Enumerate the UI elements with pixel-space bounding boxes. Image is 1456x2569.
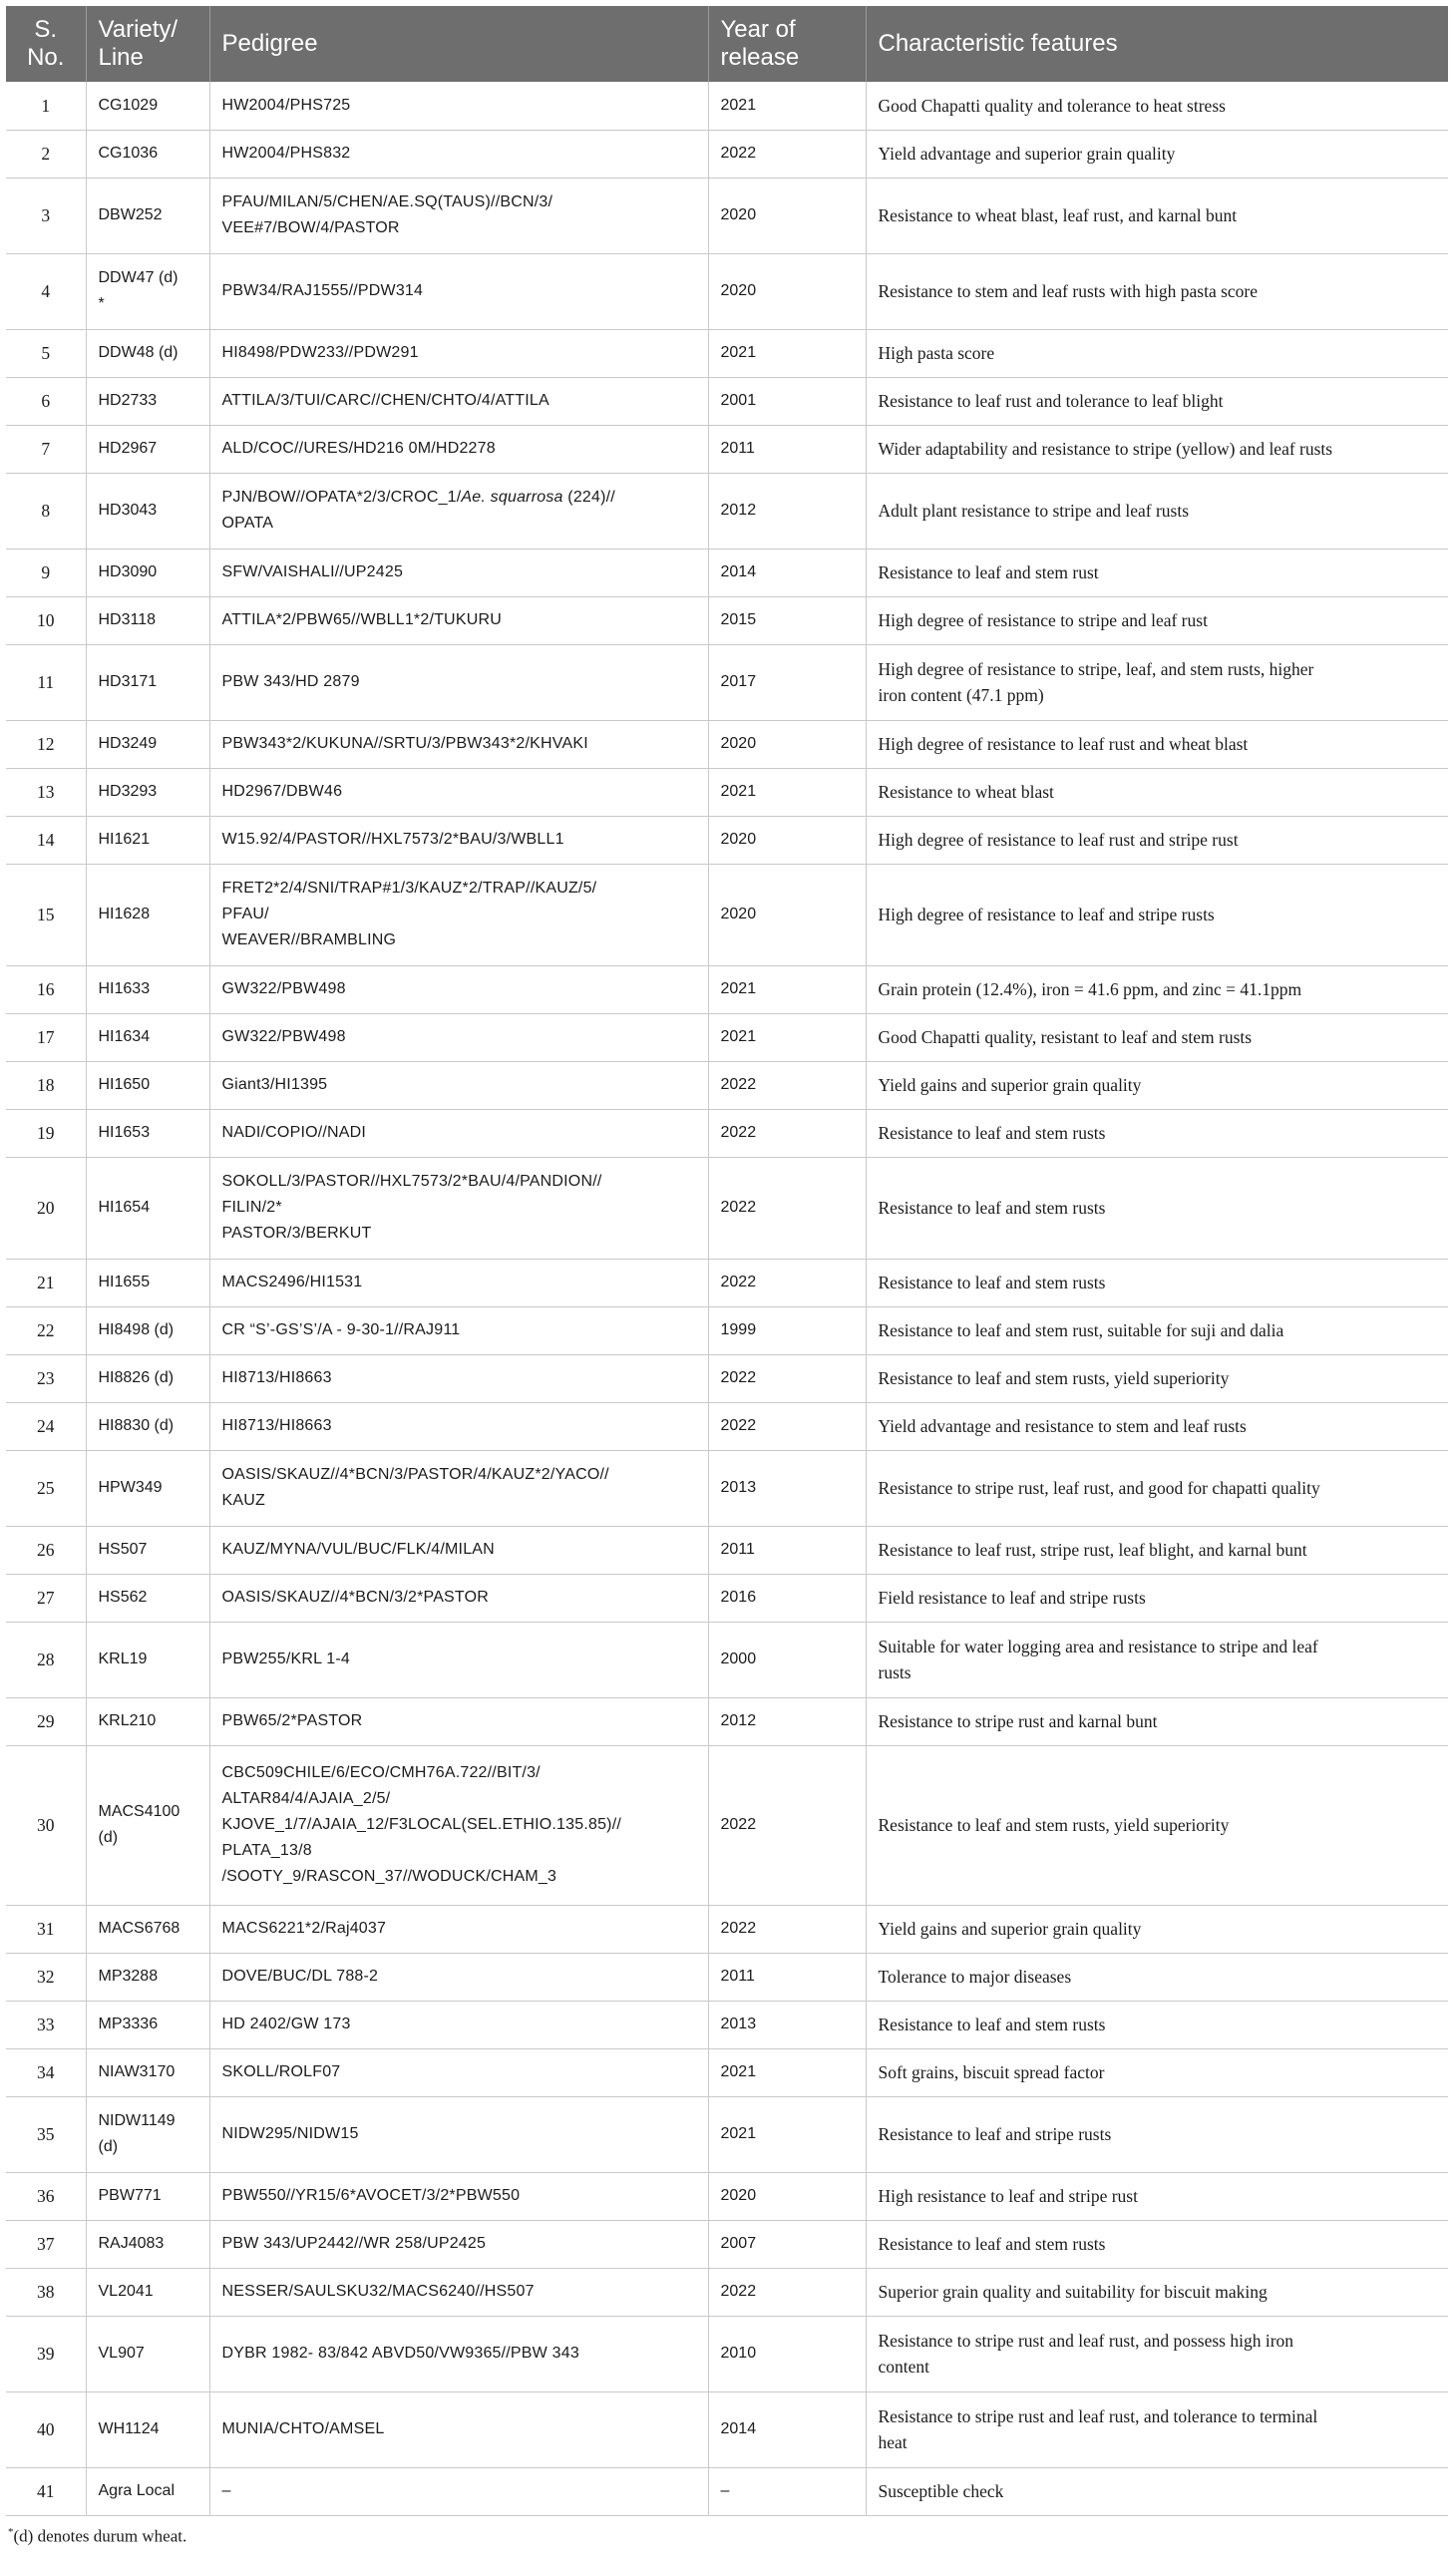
cell-features: Yield gains and superior grain quality xyxy=(866,1905,1448,1953)
cell-features: High degree of resistance to stripe and leaf rust xyxy=(866,596,1448,644)
cell-features: Resistance to leaf and stem rusts xyxy=(866,1157,1448,1259)
cell-year: 2022 xyxy=(708,1157,866,1259)
cell-pedigree: HD 2402/GW 173 xyxy=(209,2001,708,2048)
cell-variety: MACS6768 xyxy=(86,1905,209,1953)
cell-year: 2021 xyxy=(708,82,866,130)
cell-features: High degree of resistance to stripe, leaf, and stem rusts, higher iron content (47.1 ppm) xyxy=(866,644,1448,720)
cell-pedigree: PBW255/KRL 1-4 xyxy=(209,1622,708,1697)
cell-sno: 12 xyxy=(6,720,86,768)
cell-pedigree: HW2004/PHS832 xyxy=(209,130,708,178)
cell-pedigree: FRET2*2/4/SNI/TRAP#1/3/KAUZ*2/TRAP//KAUZ/5/ PFAU/ WEAVER//BRAMBLING xyxy=(209,864,708,965)
header-features: Characteristic features xyxy=(866,6,1448,82)
cell-variety: HD3118 xyxy=(86,596,209,644)
table-row xyxy=(6,1526,1448,1574)
cell-variety: DDW47 (d) * xyxy=(86,253,209,329)
cell-features: Resistance to leaf and stem rust, suitable for suji and dalia xyxy=(866,1306,1448,1354)
cell-features: Good Chapatti quality and tolerance to heat stress xyxy=(866,82,1448,130)
cell-year: 2022 xyxy=(708,1402,866,1450)
cell-year: 2022 xyxy=(708,1259,866,1306)
cell-sno: 37 xyxy=(6,2220,86,2268)
cell-year: 2021 xyxy=(708,2048,866,2096)
cell-pedigree: PFAU/MILAN/5/CHEN/AE.SQ(TAUS)//BCN/3/ VEE#7/BOW/4/PASTOR xyxy=(209,178,708,253)
cell-sno: 11 xyxy=(6,644,86,720)
cell-year: 2022 xyxy=(708,130,866,178)
cell-features: Wider adaptability and resistance to stripe (yellow) and leaf rusts xyxy=(866,425,1448,473)
cell-sno: 13 xyxy=(6,768,86,816)
cell-features: Resistance to leaf and stem rusts xyxy=(866,2220,1448,2268)
cell-sno: 39 xyxy=(6,2316,86,2391)
cell-sno: 27 xyxy=(6,1574,86,1622)
table-row xyxy=(6,1697,1448,1745)
table-row xyxy=(6,1306,1448,1354)
cell-features: Good Chapatti quality, resistant to leaf and stem rusts xyxy=(866,1013,1448,1061)
cell-variety: WH1124 xyxy=(86,2391,209,2467)
cell-variety: CG1036 xyxy=(86,130,209,178)
cell-year: 2014 xyxy=(708,549,866,596)
cell-features: Resistance to leaf rust and tolerance to leaf blight xyxy=(866,377,1448,425)
cell-sno: 26 xyxy=(6,1526,86,1574)
cell-year: 2022 xyxy=(708,1354,866,1402)
cell-year: 2011 xyxy=(708,425,866,473)
cell-pedigree: PBW65/2*PASTOR xyxy=(209,1697,708,1745)
cell-sno: 1 xyxy=(6,82,86,130)
cell-variety: HD3090 xyxy=(86,549,209,596)
cell-pedigree: HD2967/DBW46 xyxy=(209,768,708,816)
cell-sno: 32 xyxy=(6,1953,86,2001)
table-container xyxy=(6,6,1448,2546)
cell-variety: NIDW1149 (d) xyxy=(86,2096,209,2172)
cell-pedigree: PBW 343/UP2442//WR 258/UP2425 xyxy=(209,2220,708,2268)
cell-variety: HD3171 xyxy=(86,644,209,720)
cell-year: 2014 xyxy=(708,2391,866,2467)
cell-variety: HI1621 xyxy=(86,816,209,864)
cell-features: Grain protein (12.4%), iron = 41.6 ppm, and zinc = 41.1ppm xyxy=(866,965,1448,1013)
cell-variety: HS507 xyxy=(86,1526,209,1574)
cell-variety: RAJ4083 xyxy=(86,2220,209,2268)
cell-features: High degree of resistance to leaf and stripe rusts xyxy=(866,864,1448,965)
cell-pedigree: DYBR 1982- 83/842 ABVD50/VW9365//PBW 343 xyxy=(209,2316,708,2391)
cell-sno: 30 xyxy=(6,1745,86,1905)
cell-sno: 6 xyxy=(6,377,86,425)
table-row xyxy=(6,2001,1448,2048)
cell-features: Tolerance to major diseases xyxy=(866,1953,1448,2001)
table-row xyxy=(6,1259,1448,1306)
table-row xyxy=(6,178,1448,253)
table-row xyxy=(6,965,1448,1013)
cell-sno: 29 xyxy=(6,1697,86,1745)
cell-sno: 5 xyxy=(6,329,86,377)
cell-sno: 24 xyxy=(6,1402,86,1450)
cell-pedigree: OASIS/SKAUZ//4*BCN/3/PASTOR/4/KAUZ*2/YACO// KAUZ xyxy=(209,1450,708,1526)
cell-variety: HPW349 xyxy=(86,1450,209,1526)
cell-year: 2011 xyxy=(708,1953,866,2001)
cell-features: Resistance to leaf rust, stripe rust, leaf blight, and karnal bunt xyxy=(866,1526,1448,1574)
cell-variety: PBW771 xyxy=(86,2172,209,2220)
table-row xyxy=(6,1109,1448,1157)
cell-year: 2021 xyxy=(708,2096,866,2172)
cell-pedigree: DOVE/BUC/DL 788-2 xyxy=(209,1953,708,2001)
header-sno: S. No. xyxy=(6,6,86,82)
table-row xyxy=(6,1905,1448,1953)
table-row xyxy=(6,1354,1448,1402)
cell-year: 2016 xyxy=(708,1574,866,1622)
cell-features: High degree of resistance to leaf rust and wheat blast xyxy=(866,720,1448,768)
cell-year: 2021 xyxy=(708,1013,866,1061)
cell-pedigree: HI8713/HI8663 xyxy=(209,1354,708,1402)
cell-year: 2022 xyxy=(708,1109,866,1157)
cell-sno: 20 xyxy=(6,1157,86,1259)
table-row xyxy=(6,1450,1448,1526)
cell-pedigree: HI8498/PDW233//PDW291 xyxy=(209,329,708,377)
cell-pedigree: GW322/PBW498 xyxy=(209,1013,708,1061)
cell-variety: VL907 xyxy=(86,2316,209,2391)
table-row xyxy=(6,1622,1448,1697)
table-row xyxy=(6,549,1448,596)
cell-features: Superior grain quality and suitability for biscuit making xyxy=(866,2268,1448,2316)
cell-pedigree: PJN/BOW//OPATA*2/3/CROC_1/Ae. squarrosa (224)// OPATA xyxy=(209,473,708,549)
table-row xyxy=(6,644,1448,720)
cell-sno: 3 xyxy=(6,178,86,253)
table-row xyxy=(6,473,1448,549)
cell-year: 2010 xyxy=(708,2316,866,2391)
cell-sno: 14 xyxy=(6,816,86,864)
cell-year: 2001 xyxy=(708,377,866,425)
cell-sno: 8 xyxy=(6,473,86,549)
cell-features: Soft grains, biscuit spread factor xyxy=(866,2048,1448,2096)
cell-sno: 23 xyxy=(6,1354,86,1402)
cell-year: 2017 xyxy=(708,644,866,720)
cell-sno: 16 xyxy=(6,965,86,1013)
table-row xyxy=(6,1953,1448,2001)
table-row xyxy=(6,2391,1448,2467)
table-row xyxy=(6,596,1448,644)
cell-pedigree: SFW/VAISHALI//UP2425 xyxy=(209,549,708,596)
table-row xyxy=(6,2048,1448,2096)
cell-features: Yield gains and superior grain quality xyxy=(866,1061,1448,1109)
cell-variety: HI8826 (d) xyxy=(86,1354,209,1402)
cell-variety: CG1029 xyxy=(86,82,209,130)
cell-year: 2020 xyxy=(708,253,866,329)
table-row xyxy=(6,1574,1448,1622)
table-header xyxy=(6,6,1448,82)
cell-pedigree: OASIS/SKAUZ//4*BCN/3/2*PASTOR xyxy=(209,1574,708,1622)
cell-features: Resistance to leaf and stem rusts xyxy=(866,1109,1448,1157)
cell-pedigree: ALD/COC//URES/HD216 0M/HD2278 xyxy=(209,425,708,473)
cell-year: 2021 xyxy=(708,329,866,377)
cell-features: Resistance to stripe rust and leaf rust, and tolerance to terminal heat xyxy=(866,2391,1448,2467)
cell-year: 2013 xyxy=(708,2001,866,2048)
cell-variety: HI1633 xyxy=(86,965,209,1013)
cell-features: Resistance to leaf and stem rusts xyxy=(866,1259,1448,1306)
table-row xyxy=(6,864,1448,965)
cell-pedigree: CBC509CHILE/6/ECO/CMH76A.722//BIT/3/ ALTAR84/4/AJAIA_2/5/ KJOVE_1/7/AJAIA_12/F3LOCAL(SEL.ETHIO.135.85)// PLATA_13/8 /SOOTY_9/RASCON_37//WODUCK/CHAM_3 xyxy=(209,1745,708,1905)
table-row xyxy=(6,2316,1448,2391)
cell-features: Suitable for water logging area and resistance to stripe and leaf rusts xyxy=(866,1622,1448,1697)
cell-sno: 35 xyxy=(6,2096,86,2172)
cell-sno: 22 xyxy=(6,1306,86,1354)
cell-pedigree: MACS2496/HI1531 xyxy=(209,1259,708,1306)
cell-variety: HD3043 xyxy=(86,473,209,549)
header-year: Year of release xyxy=(708,6,866,82)
cell-year: 2012 xyxy=(708,1697,866,1745)
cell-features: Susceptible check xyxy=(866,2467,1448,2515)
cell-sno: 33 xyxy=(6,2001,86,2048)
cell-sno: 19 xyxy=(6,1109,86,1157)
cell-pedigree: GW322/PBW498 xyxy=(209,965,708,1013)
cell-features: High resistance to leaf and stripe rust xyxy=(866,2172,1448,2220)
cell-features: Resistance to leaf and stem rusts xyxy=(866,2001,1448,2048)
cell-pedigree: SKOLL/ROLF07 xyxy=(209,2048,708,2096)
footnote: *(d) denotes durum wheat. xyxy=(8,2525,187,2546)
cell-variety: HS562 xyxy=(86,1574,209,1622)
table-row xyxy=(6,130,1448,178)
cell-variety: DDW48 (d) xyxy=(86,329,209,377)
cell-variety: HI1654 xyxy=(86,1157,209,1259)
cell-sno: 2 xyxy=(6,130,86,178)
cell-pedigree: MACS6221*2/Raj4037 xyxy=(209,1905,708,1953)
cell-variety: NIAW3170 xyxy=(86,2048,209,2096)
table-row xyxy=(6,1745,1448,1905)
cell-year: – xyxy=(708,2467,866,2515)
cell-features: High pasta score xyxy=(866,329,1448,377)
cell-sno: 40 xyxy=(6,2391,86,2467)
cell-variety: HD2733 xyxy=(86,377,209,425)
cell-features: Resistance to wheat blast xyxy=(866,768,1448,816)
cell-variety: HI8498 (d) xyxy=(86,1306,209,1354)
cell-variety: MP3336 xyxy=(86,2001,209,2048)
cell-sno: 38 xyxy=(6,2268,86,2316)
cell-features: Resistance to stripe rust, leaf rust, and good for chapatti quality xyxy=(866,1450,1448,1526)
cell-year: 2020 xyxy=(708,178,866,253)
cell-sno: 17 xyxy=(6,1013,86,1061)
table-row xyxy=(6,1402,1448,1450)
table-row xyxy=(6,377,1448,425)
cell-variety: MP3288 xyxy=(86,1953,209,2001)
cell-pedigree: PBW34/RAJ1555//PDW314 xyxy=(209,253,708,329)
cell-variety: MACS4100 (d) xyxy=(86,1745,209,1905)
cell-features: Resistance to stripe rust and karnal bunt xyxy=(866,1697,1448,1745)
cell-features: Resistance to leaf and stem rusts, yield superiority xyxy=(866,1354,1448,1402)
cell-sno: 4 xyxy=(6,253,86,329)
cell-sno: 25 xyxy=(6,1450,86,1526)
table-row xyxy=(6,2096,1448,2172)
cell-sno: 18 xyxy=(6,1061,86,1109)
cell-sno: 7 xyxy=(6,425,86,473)
cell-year: 2000 xyxy=(708,1622,866,1697)
table-row xyxy=(6,82,1448,130)
cell-sno: 15 xyxy=(6,864,86,965)
cell-year: 2022 xyxy=(708,1905,866,1953)
cell-year: 2007 xyxy=(708,2220,866,2268)
cell-year: 2020 xyxy=(708,2172,866,2220)
table-row xyxy=(6,2268,1448,2316)
cell-variety: HI1653 xyxy=(86,1109,209,1157)
cell-year: 2022 xyxy=(708,1745,866,1905)
cell-year: 2022 xyxy=(708,2268,866,2316)
cell-year: 2013 xyxy=(708,1450,866,1526)
cell-variety: KRL210 xyxy=(86,1697,209,1745)
cell-pedigree: SOKOLL/3/PASTOR//HXL7573/2*BAU/4/PANDION// FILIN/2* PASTOR/3/BERKUT xyxy=(209,1157,708,1259)
cell-sno: 34 xyxy=(6,2048,86,2096)
cell-pedigree: PBW 343/HD 2879 xyxy=(209,644,708,720)
cell-features: Resistance to stem and leaf rusts with high pasta score xyxy=(866,253,1448,329)
cell-sno: 9 xyxy=(6,549,86,596)
cell-variety: HI8830 (d) xyxy=(86,1402,209,1450)
cell-variety: VL2041 xyxy=(86,2268,209,2316)
table-body xyxy=(6,82,1448,2515)
cell-features: High degree of resistance to leaf rust and stripe rust xyxy=(866,816,1448,864)
cell-year: 2021 xyxy=(708,965,866,1013)
cell-features: Yield advantage and superior grain quality xyxy=(866,130,1448,178)
cell-features: Resistance to wheat blast, leaf rust, and karnal bunt xyxy=(866,178,1448,253)
cell-pedigree: PBW343*2/KUKUNA//SRTU/3/PBW343*2/KHVAKI xyxy=(209,720,708,768)
cell-year: 2021 xyxy=(708,768,866,816)
table-row xyxy=(6,1157,1448,1259)
cell-features: Field resistance to leaf and stripe rusts xyxy=(866,1574,1448,1622)
cell-features: Adult plant resistance to stripe and leaf rusts xyxy=(866,473,1448,549)
cell-sno: 21 xyxy=(6,1259,86,1306)
cell-sno: 28 xyxy=(6,1622,86,1697)
cell-pedigree: CR “S’-GS’S’/A - 9-30-1//RAJ911 xyxy=(209,1306,708,1354)
cell-pedigree: HI8713/HI8663 xyxy=(209,1402,708,1450)
table-row xyxy=(6,425,1448,473)
table-row xyxy=(6,768,1448,816)
cell-variety: HI1634 xyxy=(86,1013,209,1061)
cell-variety: HD3249 xyxy=(86,720,209,768)
cell-pedigree: PBW550//YR15/6*AVOCET/3/2*PBW550 xyxy=(209,2172,708,2220)
cell-pedigree: NADI/COPIO//NADI xyxy=(209,1109,708,1157)
wheat-varieties-table xyxy=(6,6,1448,2516)
cell-sno: 10 xyxy=(6,596,86,644)
cell-variety: HI1655 xyxy=(86,1259,209,1306)
cell-variety: HD2967 xyxy=(86,425,209,473)
cell-pedigree: ATTILA/3/TUI/CARC//CHEN/CHTO/4/ATTILA xyxy=(209,377,708,425)
cell-pedigree: W15.92/4/PASTOR//HXL7573/2*BAU/3/WBLL1 xyxy=(209,816,708,864)
cell-variety: DBW252 xyxy=(86,178,209,253)
cell-year: 2012 xyxy=(708,473,866,549)
cell-pedigree: ATTILA*2/PBW65//WBLL1*2/TUKURU xyxy=(209,596,708,644)
cell-pedigree: – xyxy=(209,2467,708,2515)
cell-year: 1999 xyxy=(708,1306,866,1354)
table-row xyxy=(6,2220,1448,2268)
cell-pedigree: MUNIA/CHTO/AMSEL xyxy=(209,2391,708,2467)
cell-features: Resistance to stripe rust and leaf rust, and possess high iron content xyxy=(866,2316,1448,2391)
cell-variety: KRL19 xyxy=(86,1622,209,1697)
table-row xyxy=(6,2467,1448,2515)
cell-pedigree: HW2004/PHS725 xyxy=(209,82,708,130)
cell-variety: HI1628 xyxy=(86,864,209,965)
cell-pedigree: Giant3/HI1395 xyxy=(209,1061,708,1109)
cell-sno: 36 xyxy=(6,2172,86,2220)
cell-sno: 31 xyxy=(6,1905,86,1953)
cell-variety: Agra Local xyxy=(86,2467,209,2515)
table-row xyxy=(6,816,1448,864)
table-row xyxy=(6,1013,1448,1061)
cell-features: Resistance to leaf and stem rusts, yield superiority xyxy=(866,1745,1448,1905)
cell-variety: HD3293 xyxy=(86,768,209,816)
header-pedigree: Pedigree xyxy=(209,6,708,82)
cell-features: Resistance to leaf and stem rust xyxy=(866,549,1448,596)
cell-features: Resistance to leaf and stripe rusts xyxy=(866,2096,1448,2172)
cell-pedigree: NIDW295/NIDW15 xyxy=(209,2096,708,2172)
cell-features: Yield advantage and resistance to stem and leaf rusts xyxy=(866,1402,1448,1450)
cell-year: 2020 xyxy=(708,816,866,864)
table-row xyxy=(6,253,1448,329)
cell-year: 2011 xyxy=(708,1526,866,1574)
cell-variety: HI1650 xyxy=(86,1061,209,1109)
cell-year: 2015 xyxy=(708,596,866,644)
cell-year: 2020 xyxy=(708,864,866,965)
cell-year: 2022 xyxy=(708,1061,866,1109)
cell-pedigree: KAUZ/MYNA/VUL/BUC/FLK/4/MILAN xyxy=(209,1526,708,1574)
table-row xyxy=(6,720,1448,768)
cell-year: 2020 xyxy=(708,720,866,768)
table-row xyxy=(6,2172,1448,2220)
cell-pedigree: NESSER/SAULSKU32/MACS6240//HS507 xyxy=(209,2268,708,2316)
table-row xyxy=(6,1061,1448,1109)
header-variety: Variety/ Line xyxy=(86,6,209,82)
table-row xyxy=(6,329,1448,377)
cell-sno: 41 xyxy=(6,2467,86,2515)
